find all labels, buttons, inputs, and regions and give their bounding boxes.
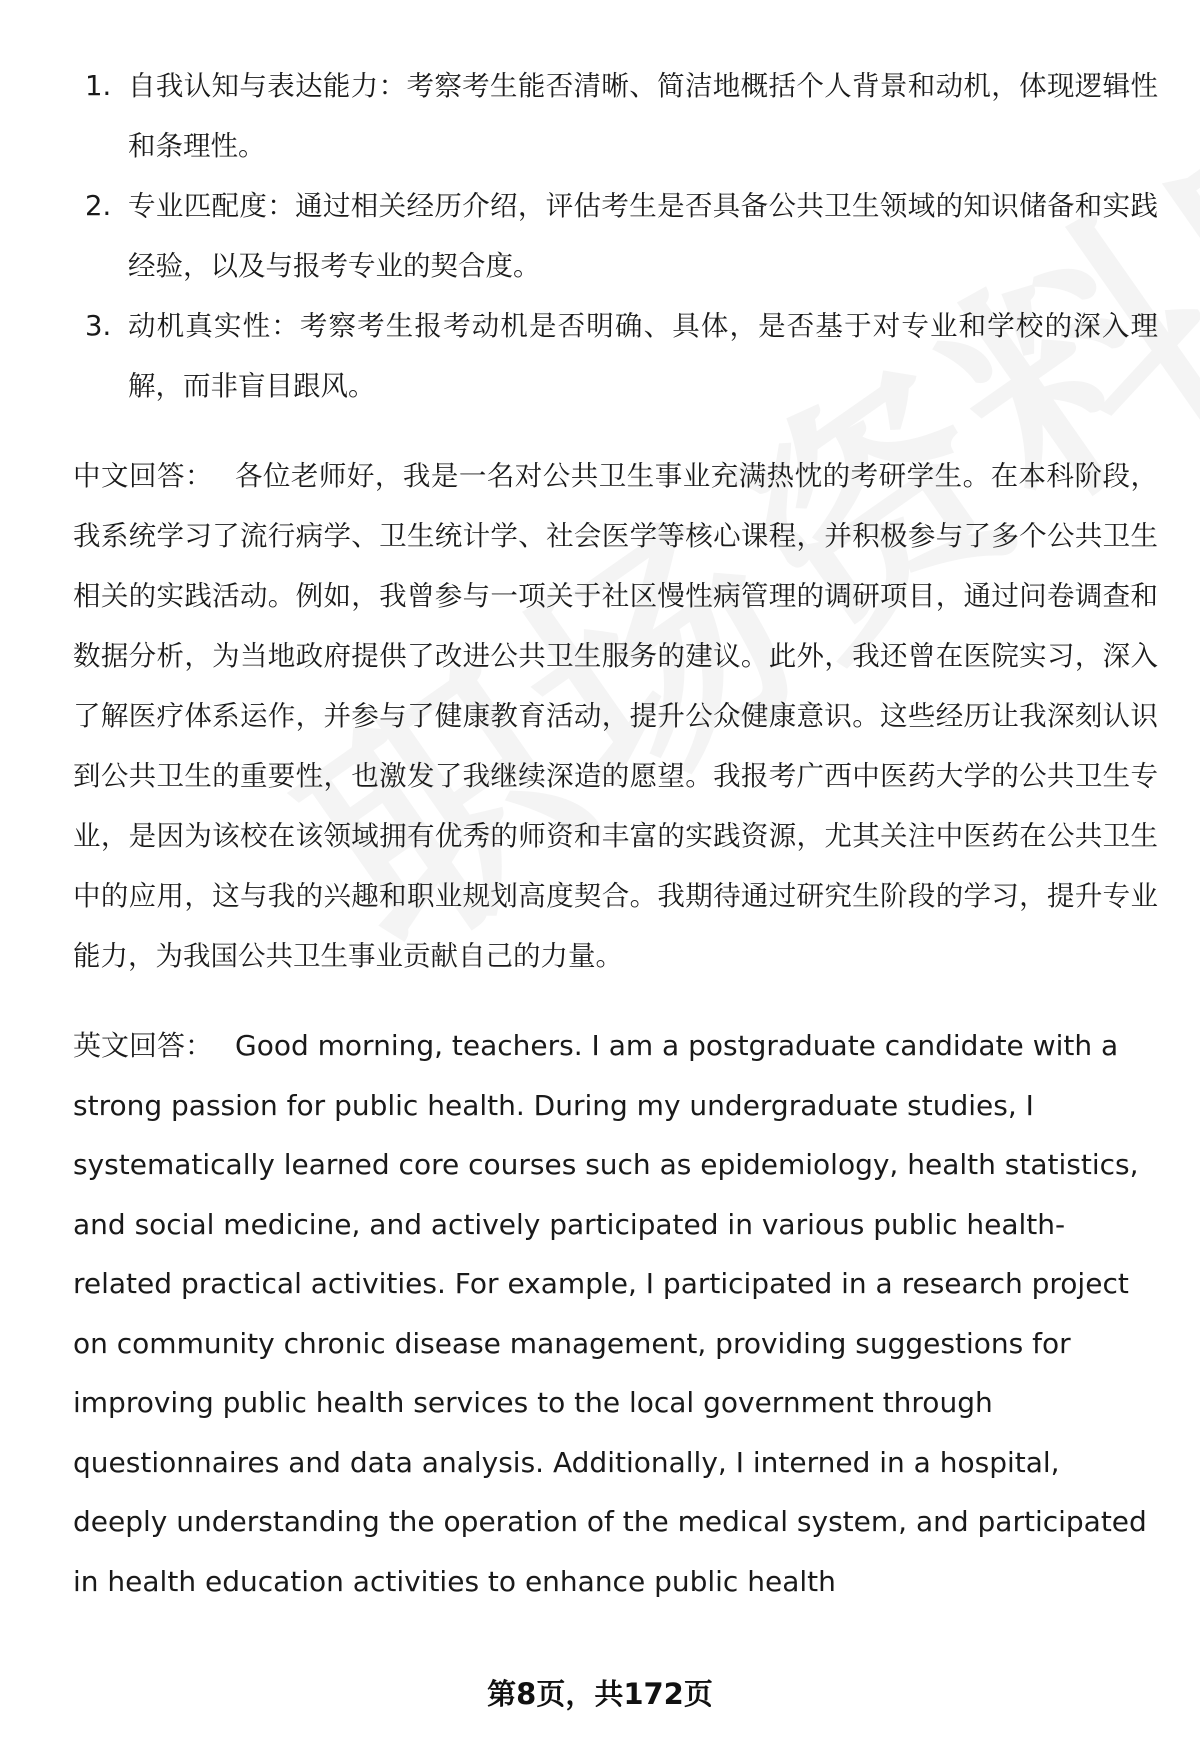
list-item-number: 3. [85, 310, 112, 342]
english-answer-label: 英文回答： [73, 1029, 214, 1062]
chinese-answer-label: 中文回答： [73, 460, 213, 492]
list-item-number: 2. [85, 190, 112, 222]
list-item [73, 296, 1158, 416]
chinese-answer-text: 各位老师好，我是一名对公共卫生事业充满热忱的考研学生。在本科阶段，我系统学习了流行病学、卫生统计学、社会医学等核心课程，并积极参与了多个公共卫生相关的实践活动。例如，我曾参与一项关于社区慢性病管理的调研项目，通过问卷调查和数据分析，为当地政府提供了改进公共卫生服务的建议。此外，我还曾在医院实习，深入了解医疗体系运作，并参与了健康教育活动，提升公众健康意识。这些经历让我深刻认识到公共卫生的重要性，也激发了我继续深造的愿望。我报考广西中医药大学的公共卫生专业，是因为该校在该领域拥有优秀的师资和丰富的实践资源，尤其关注中医药在公共卫生中的应用，这与我的兴趣和职业规划高度契合。我期待通过研究生阶段的学习，提升专业能力，为我国公共卫生事业贡献自己的力量。 [73, 460, 1159, 972]
list-item-text: 专业匹配度：通过相关经历介绍，评估考生是否具备公共卫生领域的知识储备和实践经验，以及与报考专业的契合度。 [128, 190, 1158, 282]
list-item-text: 动机真实性：考察考生报考动机是否明确、具体，是否基于对专业和学校的深入理解，而非盲目跟风。 [128, 310, 1158, 402]
list-item-text: 自我认知与表达能力：考察考生能否清晰、简洁地概括个人背景和动机，体现逻辑性和条理性。 [128, 70, 1158, 162]
page-content [73, 56, 1158, 1611]
english-answer-text: Good morning, teachers. I am a postgraduate candidate with a strong passion for public health. During my undergraduate studies, I systematically learned core courses such as epidemiology, health statistics, and social medicine, and actively participated in various public health-related practical activities. For example, I participated in a research project on community chronic disease management, providing suggestions for improving public health services to the local government through questionnaires and data analysis. Additionally, I interned in a hospital, deeply understanding the operation of the medical system, and participated in health education activities to enhance public health [73, 1029, 1147, 1598]
criteria-list [73, 56, 1158, 416]
list-item [73, 56, 1158, 176]
list-item-number: 1. [85, 70, 112, 102]
list-item [73, 176, 1158, 296]
chinese-answer-paragraph [73, 446, 1158, 986]
english-answer-paragraph [73, 1016, 1158, 1611]
page-number-footer: 第8页，共172页 [487, 1677, 713, 1711]
